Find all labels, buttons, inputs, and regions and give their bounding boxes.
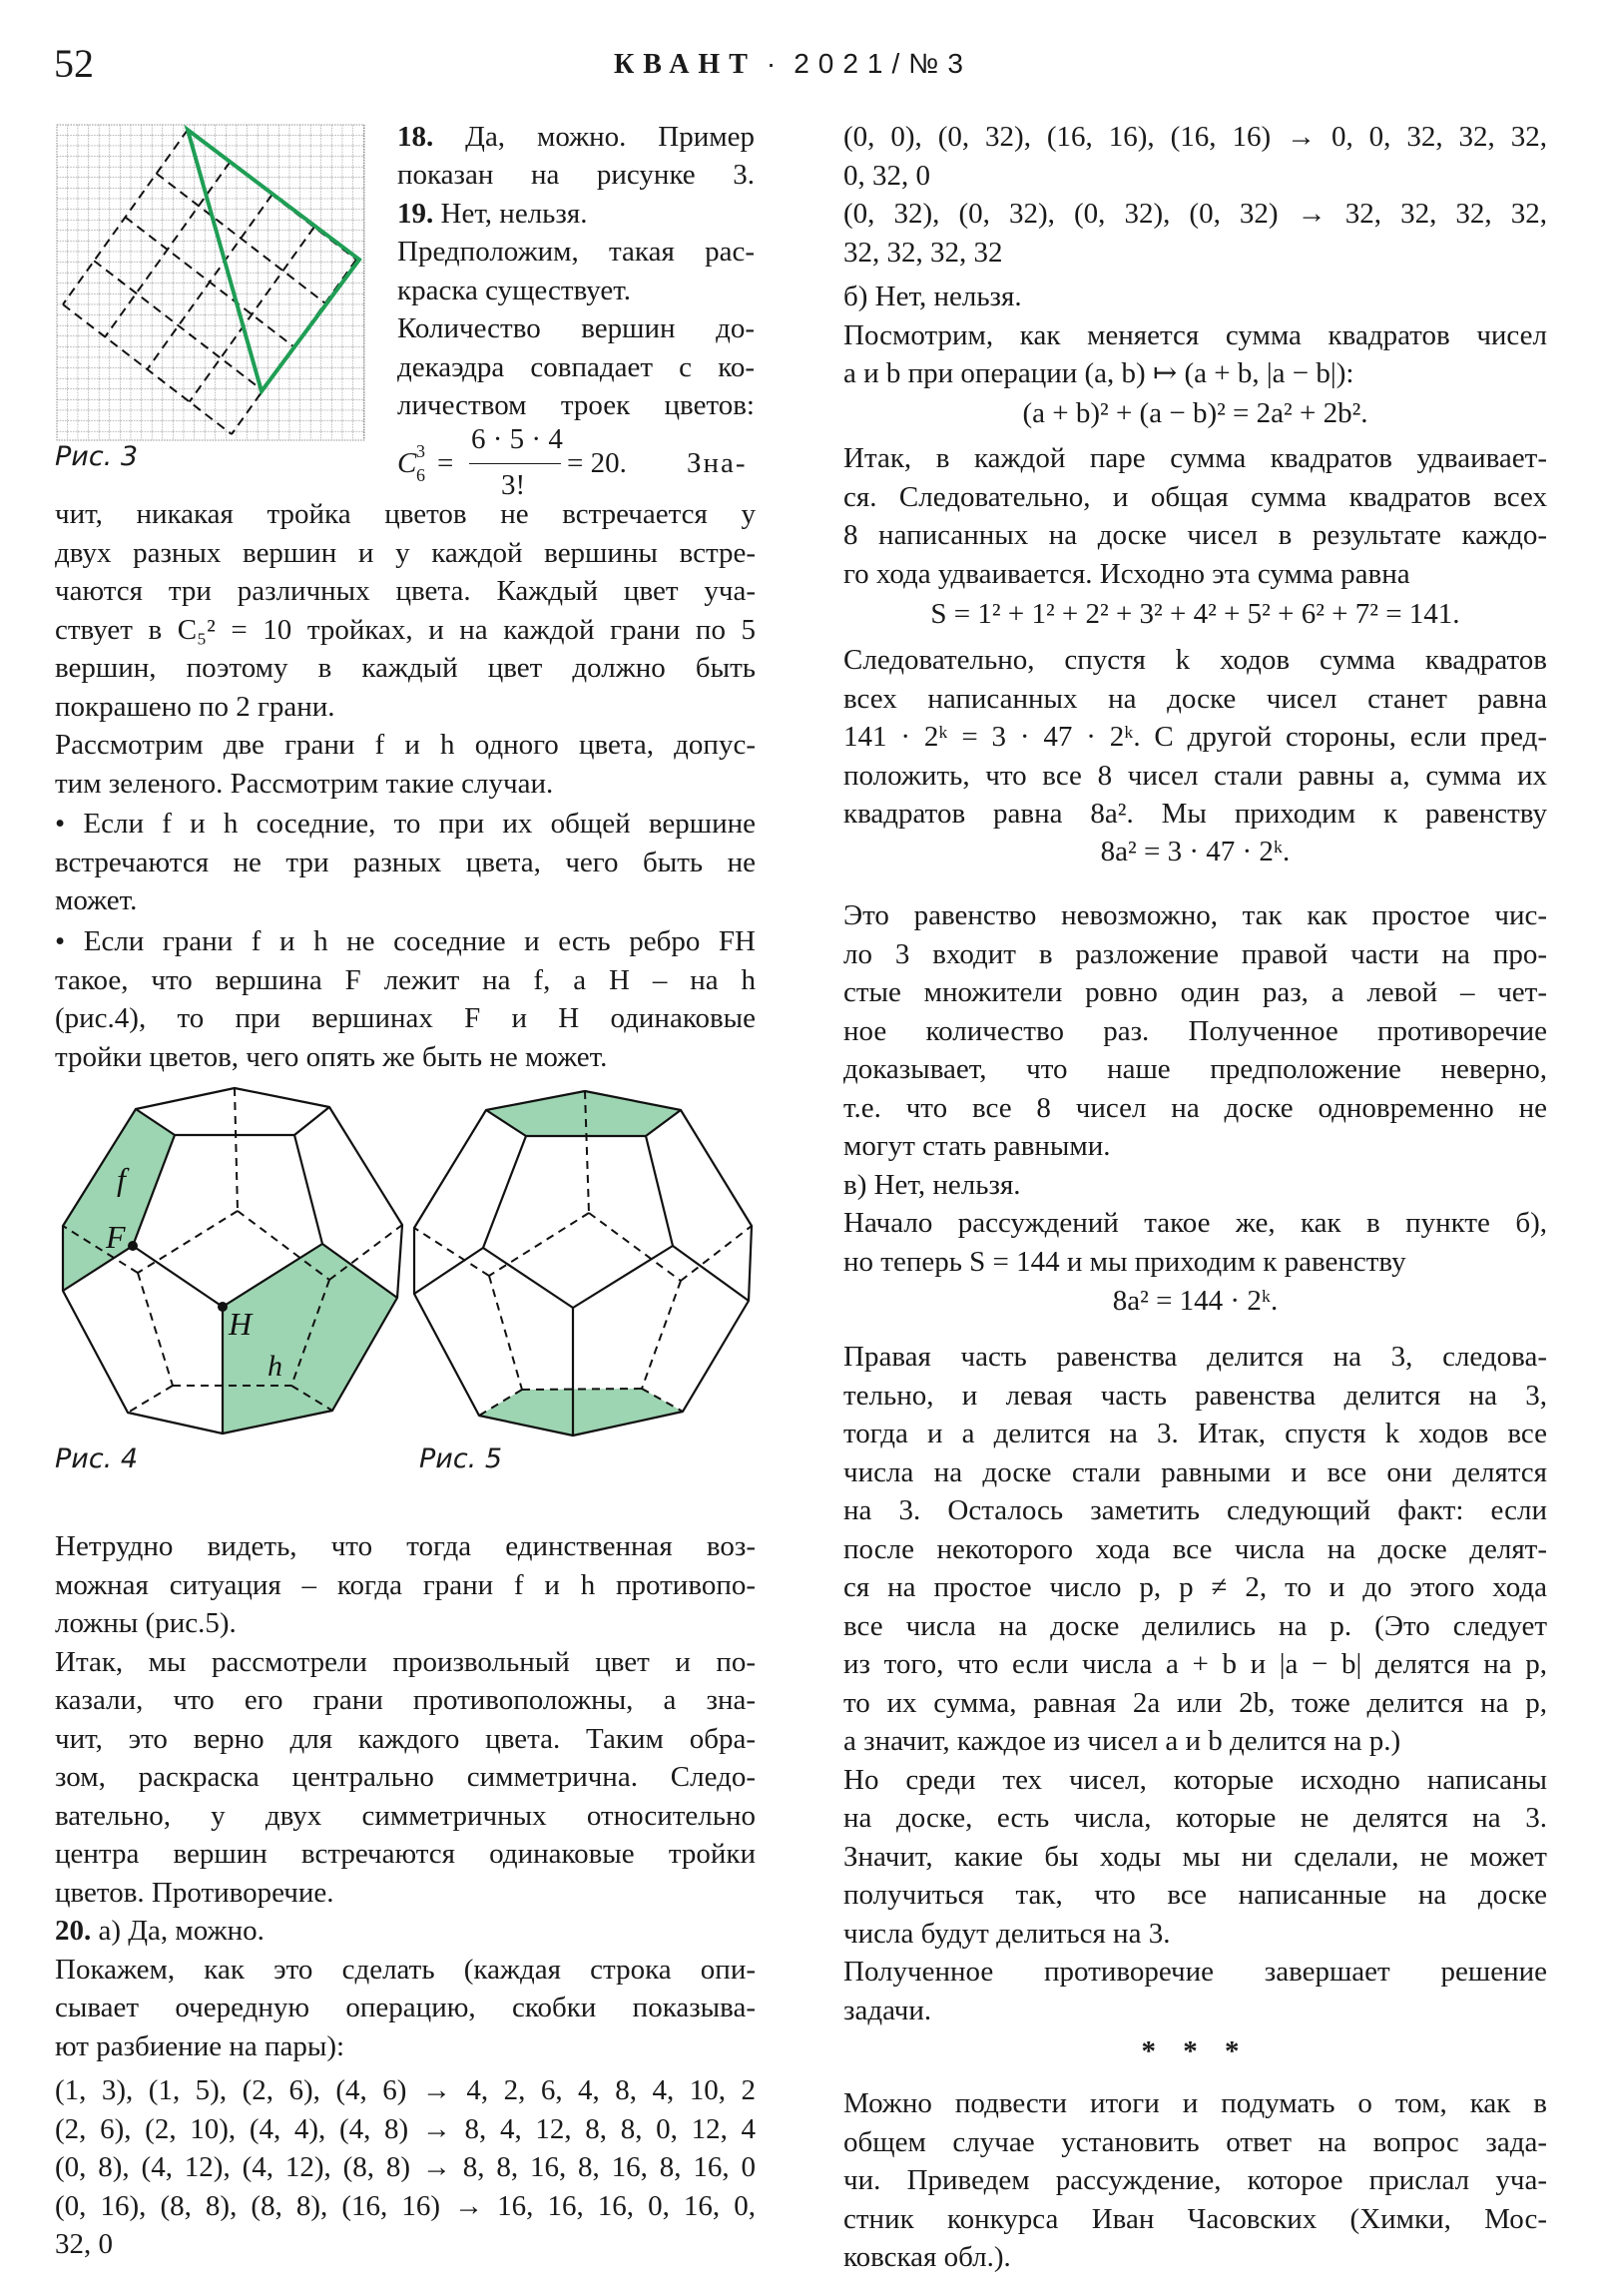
text-line: Итак, в каждой паре сумма квадратов удваивает- [843, 442, 1547, 474]
text-line: получиться так, что все написанные на доске [843, 1879, 1547, 1911]
text-line: ное количество раз. Полученное противоречие [843, 1014, 1547, 1047]
text-line: двух разных вершин и у каждой вершины встре- [55, 536, 756, 569]
label-H: H [229, 1306, 253, 1342]
text-line: все числа на доске делились на p. (Это следует [843, 1609, 1547, 1642]
text-line: то их сумма, равная 2a или 2b, тоже делится на p, [843, 1686, 1547, 1719]
text-line: декаэдра совпадает с ко- [397, 351, 755, 383]
figure-4-caption: Рис. 4 [55, 1443, 139, 1474]
section-separator: * * * [1141, 2035, 1250, 2067]
operation-line: 32, 0 [55, 2228, 113, 2260]
text-line: положить, что все 8 чисел стали равны a, сумма их [843, 759, 1547, 792]
text-line: вершин, поэтому в каждый цвет должно быть [55, 652, 756, 684]
text-line: чаются три различных цвета. Каждый цвет уча- [55, 575, 756, 607]
text-line: после некоторого хода все числа на доске делят- [843, 1532, 1547, 1565]
text-line: краска существует. [397, 275, 631, 306]
text-line: чит, это верно для каждого цвета. Таким обра- [55, 1722, 756, 1755]
text-line: ся. Следовательно, и общая сумма квадратов всех [843, 480, 1547, 513]
text-line: Правая часть равенства делится на 3, следова- [843, 1341, 1547, 1373]
formula-sum-squares: (a + b)² + (a − b)² = 2a² + 2b². [1022, 397, 1368, 429]
text-line: вательно, у двух симметричных относительно [55, 1799, 756, 1832]
part-c-heading: в) Нет, нельзя. [843, 1168, 1021, 1201]
text-line: чит, никакая тройка цветов не встречается у [55, 498, 756, 530]
text-line: го хода удваивается. Исходно эта сумма равна [843, 557, 1410, 590]
operation-line: 32, 32, 32, 32 [843, 236, 1003, 269]
operation-line: (0, 8), (4, 12), (4, 12), (8, 8) → 8, 8, 16, 8, 16, 8, 16, 0 [55, 2151, 756, 2183]
text-line: сывает очередную операцию, скобки показыва- [55, 1992, 756, 2023]
text-line: можная ситуация – когда грани f и h противопо- [55, 1568, 756, 1601]
text-line: могут стать равными. [843, 1130, 1111, 1162]
text-line: общем случае установить ответ на вопрос зада- [843, 2125, 1547, 2158]
green-bottom-face [479, 1389, 683, 1435]
text-line: доказывает, что наше предположение неверно, [843, 1053, 1547, 1085]
hyphenated-word: Зна- [687, 447, 748, 479]
text-line: 141 · 2ᵏ = 3 · 47 · 2ᵏ. С другой стороны, если пред- [843, 721, 1547, 753]
text-line: Количество вершин до- [397, 312, 755, 344]
text-line: квадратов равна 8a². Мы приходим к равенству [843, 798, 1547, 830]
text-line: числа на доске стали равными и все они делятся [843, 1455, 1547, 1488]
text-line: Это равенство невозможно, так как простое чис- [843, 899, 1547, 931]
operation-line: (0, 16), (8, 8), (8, 8), (16, 16) → 16, 16, 16, 0, 16, 0, [55, 2189, 756, 2222]
text-line: тим зеленого. Рассмотрим такие случаи. [55, 767, 554, 800]
formula-8a2-144: 8a² = 144 · 2ᵏ. [1112, 1285, 1279, 1317]
figure-5-dodecahedron [0, 0, 798, 1497]
text-line: покрашено по 2 грани. [55, 690, 335, 723]
text-line: всех написанных на доске чисел станет равна [843, 682, 1547, 715]
bullet-line: • Если f и h соседние, то при их общей вершине [55, 808, 756, 840]
part-b-heading: б) Нет, нельзя. [843, 281, 1022, 312]
label-f: f [117, 1161, 126, 1197]
text-line: ложны (рис.5). [55, 1607, 237, 1639]
figure-3-caption: Рис. 3 [55, 441, 139, 472]
label-F: F [106, 1219, 126, 1255]
text-line: (рис.4), то при вершинах F и H одинаковые [55, 1002, 756, 1034]
text-line: из того, что если числа a + b и |a − b| делятся на p, [843, 1648, 1547, 1680]
text-line: личеством троек цветов: [397, 389, 755, 421]
text-line: на 3. Осталось заметить следующий факт: если [843, 1494, 1547, 1526]
text-line: Посмотрим, как меняется сумма квадратов чисел [843, 318, 1547, 351]
text-line: Предположим, такая рас- [397, 236, 755, 268]
text-line: тельно, и левая часть равенства делится на 3, [843, 1379, 1547, 1412]
text-line: Следовательно, спустя k ходов сумма квадратов [843, 644, 1547, 676]
text-line: тройки цветов, чего опять же быть не может. [55, 1040, 608, 1073]
text-line: Значит, какие бы ходы мы ни сделали, не может [843, 1840, 1547, 1873]
text-line: 8 написанных на доске чисел в результате каждо- [843, 519, 1547, 551]
text-line: центра вершин встречаются одинаковые тройки [55, 1838, 756, 1870]
operation-line: (0, 32), (0, 32), (0, 32), (0, 32) → 32, 32, 32, 32, [843, 198, 1547, 230]
text-line: но теперь S = 144 и мы приходим к равенству [843, 1245, 1406, 1278]
text-line: Начало рассуждений такое же, как в пункте б), [843, 1207, 1547, 1239]
page-number: 52 [54, 41, 94, 86]
text-line: стые множители ровно один раз, а левой – чет- [843, 976, 1547, 1008]
figure-5-caption: Рис. 5 [419, 1443, 503, 1474]
text-line: a и b при операции (a, b) ↦ (a + b, |a − b|): [843, 357, 1354, 389]
text-line: казали, что его грани противоположны, а зна- [55, 1684, 756, 1716]
text-line: Можно подвести итоги и подумать о том, как в [843, 2087, 1547, 2119]
operation-line: (1, 3), (1, 5), (2, 6), (4, 6) → 4, 2, 6, 4, 8, 4, 10, 2 [55, 2074, 756, 2106]
text-line: а значит, каждое из чисел a и b делится на p.) [843, 1725, 1401, 1757]
text-line: зом, раскраска центрально симметрична. Следо- [55, 1761, 756, 1793]
visible-edges [414, 1091, 752, 1435]
problem-20-heading: 20. а) Да, можно. [55, 1915, 265, 1947]
text-line: цветов. Противоречие. [55, 1876, 334, 1909]
operation-line: (2, 6), (2, 10), (4, 4), (4, 8) → 8, 4, 12, 8, 8, 0, 12, 4 [55, 2112, 756, 2145]
text-line: стник конкурса Иван Часовских (Химки, Мос- [843, 2202, 1547, 2235]
text-line: такое, что вершина F лежит на f, а H – на h [55, 963, 756, 996]
text-line: встречаются не три разных цвета, чего быть не [55, 846, 756, 878]
text-line: тогда и a делится на 3. Итак, спустя k ходов все [843, 1418, 1547, 1449]
problem-18-line: 18. Да, можно. Пример [397, 121, 755, 153]
text-line: т.е. что все 8 чисел на доске одновременно не [843, 1091, 1547, 1124]
text-line: показан на рисунке 3. [397, 159, 755, 191]
text-line: Покажем, как это сделать (каждая строка опи- [55, 1953, 756, 1986]
text-line: ся на простое число p, p ≠ 2, то и до этого хода [843, 1571, 1547, 1603]
label-h: h [267, 1350, 282, 1383]
text-line: ло 3 входит в разложение правой части на про- [843, 937, 1547, 970]
text-line: Рассмотрим две грани f и h одного цвета, допус- [55, 729, 756, 761]
text-line: чи. Приведем рассуждение, которое прислал уча- [843, 2164, 1547, 2196]
header-separator: · [766, 48, 777, 79]
problem-19-line: 19. Нет, нельзя. [397, 198, 588, 230]
text-line: на доске, есть числа, которые не делятся на 3. [843, 1802, 1547, 1834]
text-line: ковская обл.). [843, 2241, 1011, 2273]
combination-formula: C 3 6 = 6 · 5 · 4 3! = 20. Зна- [397, 423, 748, 501]
hidden-edges [414, 1091, 752, 1416]
bullet-line: • Если грани f и h не соседние и есть ребро FH [55, 925, 756, 957]
operation-line: 0, 32, 0 [843, 159, 930, 192]
issue-number: 2021/№3 [794, 48, 972, 79]
text-line: Итак, мы рассмотрели произвольный цвет и по- [55, 1645, 756, 1678]
formula-S-141: S = 1² + 1² + 2² + 3² + 4² + 5² + 6² + 7² = 141. [930, 598, 1460, 630]
text-line: ют разбиение на пары): [55, 2029, 345, 2062]
text-line: числа будут делиться на 3. [843, 1917, 1171, 1950]
text-line: ствует в C₅² = 10 тройках, и на каждой грани по 5 [55, 613, 756, 646]
text-line: может. [55, 884, 138, 916]
formula-8a2-141: 8a² = 3 · 47 · 2ᵏ. [1100, 836, 1291, 867]
text-line: Но среди тех чисел, которые исходно написаны [843, 1763, 1547, 1796]
text-line: задачи. [843, 1994, 932, 2026]
magazine-title: КВАНТ [614, 49, 757, 80]
text-line: Полученное противоречие завершает решение [843, 1956, 1547, 1988]
text-line: Нетрудно видеть, что тогда единственная воз- [55, 1530, 756, 1562]
operation-line: (0, 0), (0, 32), (16, 16), (16, 16) → 0, 0, 32, 32, 32, [843, 121, 1547, 153]
